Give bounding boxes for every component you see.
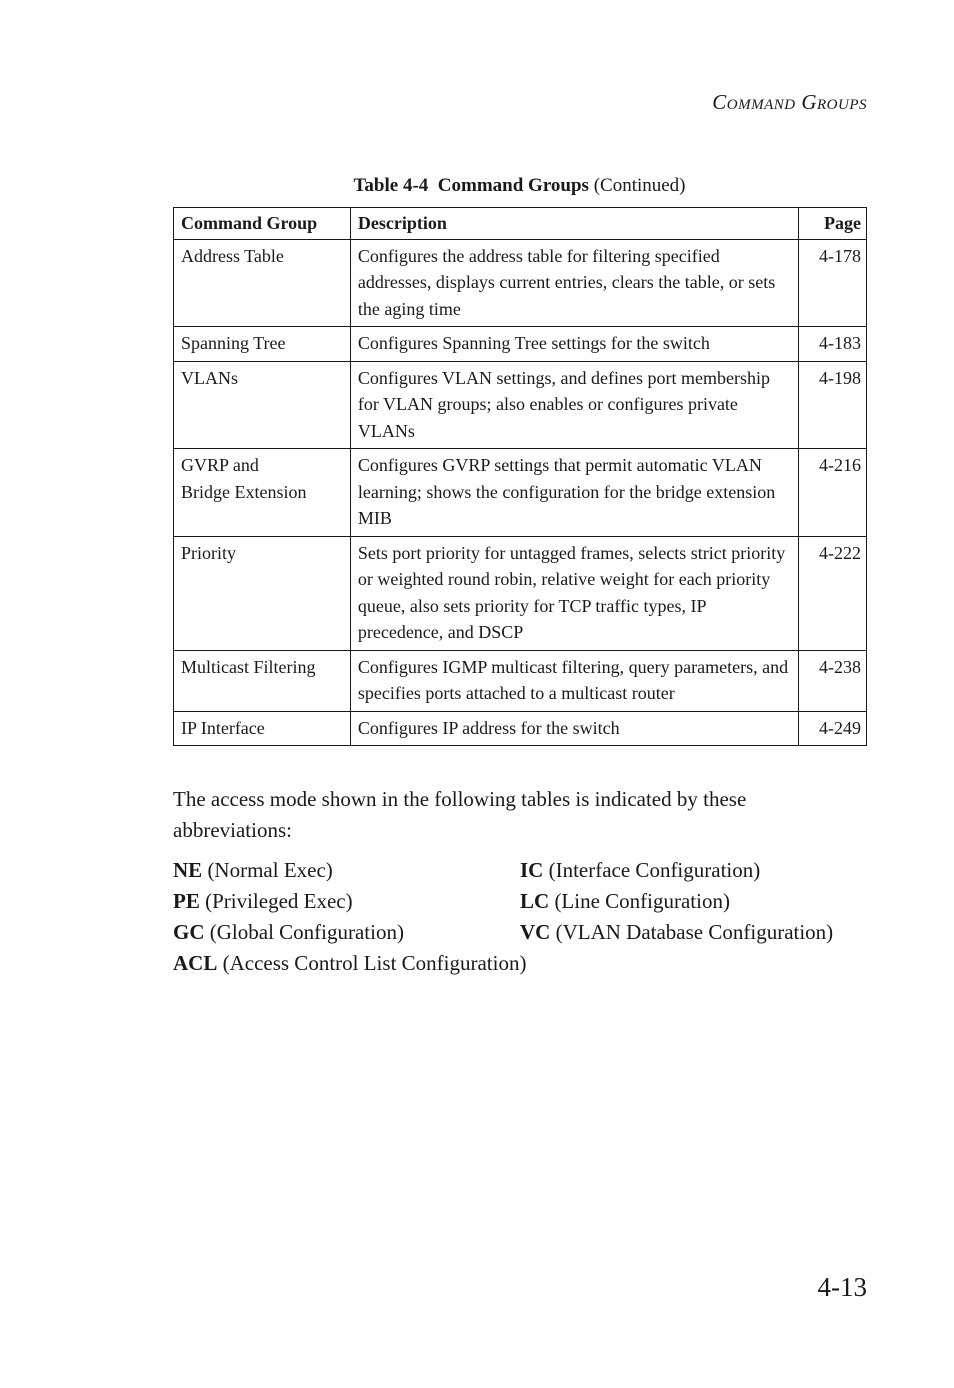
cell-description: Configures IGMP multicast filtering, query parameters, and specifies ports attached to a multicast router <box>350 650 798 711</box>
running-header-cap-1: C <box>712 90 727 114</box>
abbreviation-item <box>173 855 333 886</box>
abbreviation-meaning: (Interface Configuration) <box>548 858 761 882</box>
cell-description: Configures GVRP settings that permit automatic VLAN learning; shows the configuration for the bridge extension MIB <box>350 449 798 537</box>
abbreviation-meaning: (Normal Exec) <box>207 858 333 882</box>
abbreviation-meaning: (Privileged Exec) <box>205 889 353 913</box>
cell-page: 4-216 <box>799 449 867 537</box>
cell-page: 4-198 <box>799 361 867 449</box>
cell-description: Configures the address table for filtering specified addresses, displays current entries, clears the table, or sets the aging time <box>350 239 798 327</box>
table-row <box>174 711 867 746</box>
cell-page: 4-183 <box>799 327 867 362</box>
abbreviation-item <box>173 948 526 979</box>
cell-command-group: VLANs <box>174 361 351 449</box>
column-header-page: Page <box>799 208 867 240</box>
cell-page: 4-249 <box>799 711 867 746</box>
cell-command-group: Multicast Filtering <box>174 650 351 711</box>
abbreviation-item <box>173 886 353 917</box>
running-header <box>712 90 867 115</box>
table-row <box>174 327 867 362</box>
abbreviation-code: LC <box>520 889 550 913</box>
table-row <box>174 361 867 449</box>
table-caption-label: Table 4-4 <box>353 175 429 196</box>
table-row <box>174 449 867 537</box>
abbreviation-row <box>173 855 873 886</box>
abbreviation-code: GC <box>173 920 205 944</box>
abbreviation-row <box>173 886 873 917</box>
table-header-row <box>174 208 867 240</box>
cell-description: Configures VLAN settings, and defines port membership for VLAN groups; also enables or configures private VLANs <box>350 361 798 449</box>
abbreviation-item <box>173 917 404 948</box>
abbreviation-item <box>520 917 833 948</box>
abbreviation-list <box>173 855 873 979</box>
command-groups-table <box>173 207 867 746</box>
cell-page: 4-178 <box>799 239 867 327</box>
abbreviation-meaning: (Line Configuration) <box>554 889 730 913</box>
table-row <box>174 650 867 711</box>
column-header-command-group: Command Group <box>174 208 351 240</box>
table-row <box>174 239 867 327</box>
abbreviation-row <box>173 917 873 948</box>
cell-command-group: Address Table <box>174 239 351 327</box>
cell-command-group: Spanning Tree <box>174 327 351 362</box>
cell-command-group: Priority <box>174 536 351 650</box>
abbreviation-code: NE <box>173 858 203 882</box>
abbreviation-code: ACL <box>173 951 218 975</box>
cell-page: 4-238 <box>799 650 867 711</box>
cell-description: Sets port priority for untagged frames, selects strict priority or weighted round robin, relative weight for each priority queue, also sets priority for TCP traffic types, IP precedence, and DSCP <box>350 536 798 650</box>
cell-description: Configures Spanning Tree settings for the switch <box>350 327 798 362</box>
abbreviation-meaning: (Global Configuration) <box>209 920 404 944</box>
cell-page: 4-222 <box>799 536 867 650</box>
table-caption-note: (Continued) <box>593 175 686 196</box>
abbreviation-meaning: (VLAN Database Configuration) <box>555 920 834 944</box>
running-header-cap-2: G <box>801 90 817 114</box>
page-number: 4-13 <box>817 1272 867 1302</box>
abbreviation-item <box>520 886 730 917</box>
table-caption <box>173 175 866 197</box>
running-header-rest-1: OMMAND <box>726 97 796 113</box>
abbreviation-code: PE <box>173 889 200 913</box>
intro-paragraph: The access mode shown in the following tables is indicated by these abbreviations: <box>173 787 747 842</box>
abbreviation-item <box>520 855 760 886</box>
cell-command-group: IP Interface <box>174 711 351 746</box>
table-row <box>174 536 867 650</box>
running-header-rest-2: ROUPS <box>817 97 867 113</box>
table-caption-title: Command Groups <box>437 175 589 196</box>
abbreviation-code: IC <box>520 858 544 882</box>
column-header-description: Description <box>350 208 798 240</box>
cell-description: Configures IP address for the switch <box>350 711 798 746</box>
abbreviation-row <box>173 948 873 979</box>
cell-command-group: GVRP and Bridge Extension <box>174 449 351 537</box>
abbreviation-meaning: (Access Control List Configuration) <box>222 951 527 975</box>
abbreviation-code: VC <box>520 920 551 944</box>
